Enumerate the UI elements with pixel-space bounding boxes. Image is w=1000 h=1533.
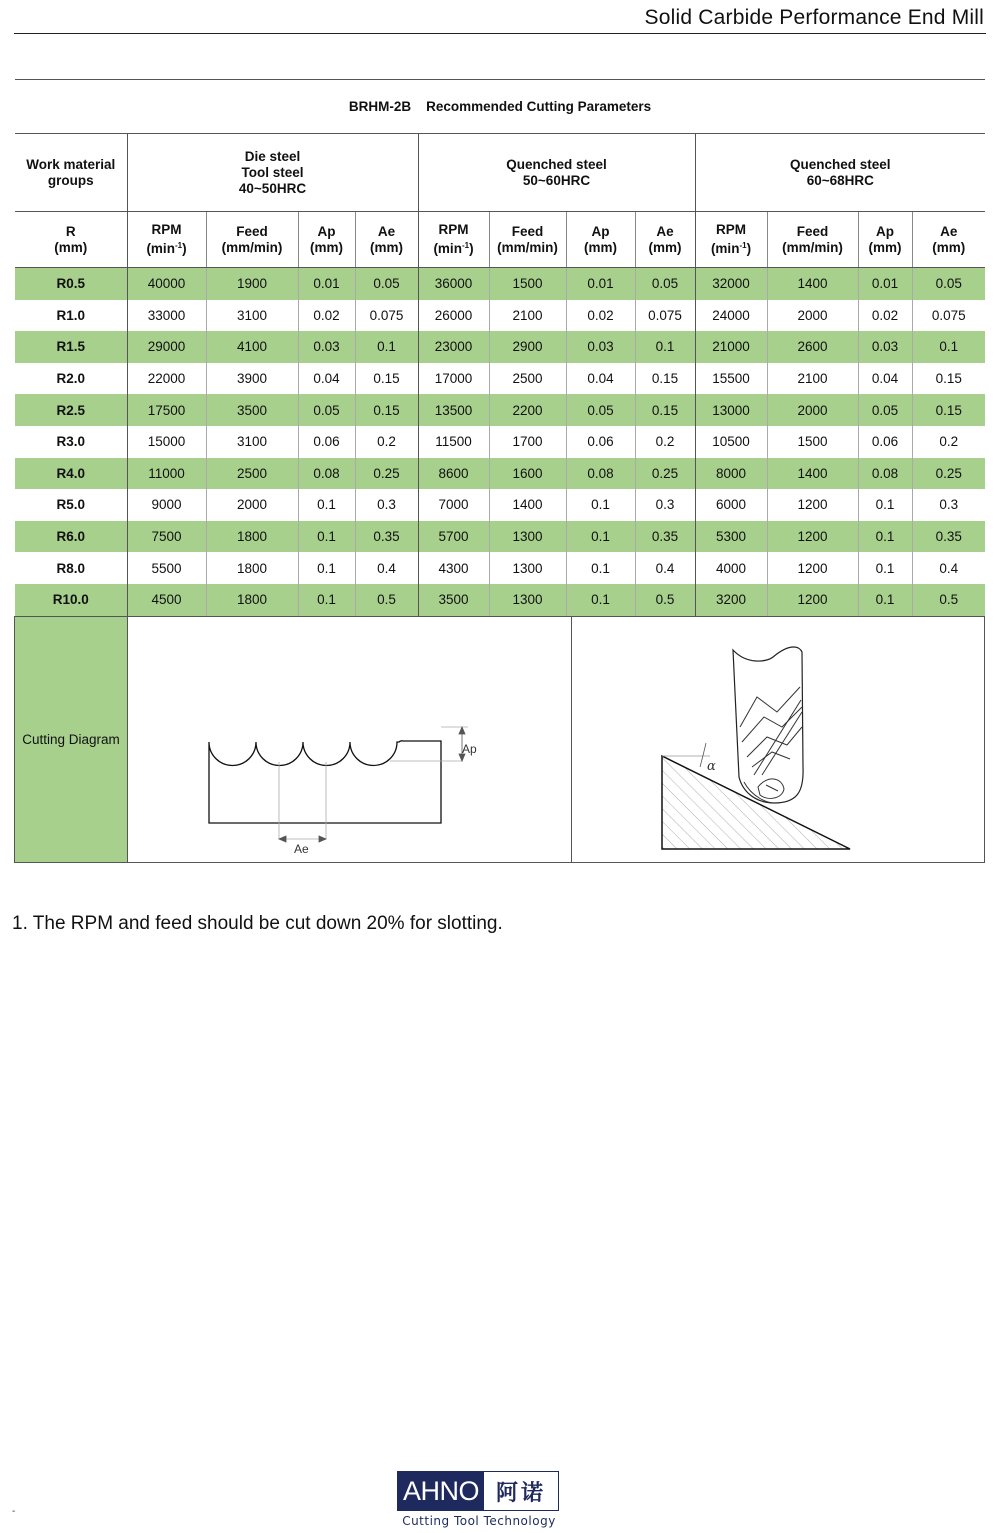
- table-cell: 2100: [489, 300, 566, 332]
- table-cell: 7000: [418, 489, 489, 521]
- table-cell: 0.2: [939, 434, 959, 450]
- table-cell: 0.15: [635, 363, 695, 395]
- table-cell: 1900: [206, 268, 298, 300]
- table-cell: 1200: [767, 584, 858, 616]
- table-cell: 0.1: [298, 584, 355, 616]
- table-cell: 0.1: [298, 552, 355, 584]
- column-header-ae-group-3: Ae (mm): [912, 212, 985, 268]
- table-cell: 0.15: [355, 394, 418, 426]
- document-title: Solid Carbide Performance End Mill: [644, 6, 984, 29]
- table-cell: 0.2: [635, 426, 695, 458]
- table-cell: 0.03: [298, 331, 355, 363]
- table-cell: 8000: [695, 458, 767, 490]
- document-header: [14, 0, 986, 34]
- group-header-die-steel: Die steel Tool steel 40~50HRC: [127, 134, 418, 212]
- table-cell: 29000: [127, 331, 206, 363]
- table-cell: 0.04: [566, 363, 635, 395]
- table-cell: 0.5: [912, 584, 985, 616]
- column-header-rpm-group-1: RPM $(\min^{-1})$: [127, 212, 206, 268]
- table-cell: 0.1: [858, 552, 912, 584]
- table-cell: 1400: [489, 489, 566, 521]
- table-cell: 0.06: [858, 426, 912, 458]
- parameters-table-container: [15, 79, 985, 616]
- table-cell: 3500: [418, 584, 489, 616]
- table-cell: 0.15: [355, 363, 418, 395]
- table-cell: 0.08: [566, 458, 635, 490]
- row-radius-label: R2.5: [15, 394, 127, 426]
- table-cell: 0.1: [298, 521, 355, 553]
- table-row: [15, 331, 985, 363]
- column-header-row: [15, 212, 985, 268]
- table-cell: 0.05: [635, 268, 695, 300]
- table-cell: 1500: [489, 268, 566, 300]
- table-row: [15, 458, 985, 490]
- table-cell: 0.4: [635, 552, 695, 584]
- end-mill-slope-drawing: [572, 617, 986, 862]
- column-header-feed-group-2: Feed (mm/min): [489, 212, 566, 268]
- table-cell: 0.1: [566, 584, 635, 616]
- table-body: [15, 268, 985, 616]
- table-row: [15, 268, 985, 300]
- table-cell: 0.05: [355, 268, 418, 300]
- table-cell: 13500: [418, 394, 489, 426]
- table-cell: 0.01: [858, 268, 912, 300]
- table-row: [15, 489, 985, 521]
- row-radius-label: R4.0: [15, 458, 127, 490]
- table-row: [15, 552, 985, 584]
- logo-english: AHNO: [398, 1472, 484, 1510]
- table-cell: 2500: [206, 458, 298, 490]
- table-cell: 0.1: [912, 331, 985, 363]
- table-cell: 0.5: [635, 584, 695, 616]
- table-cell: 0.25: [355, 458, 418, 490]
- table-cell: 36000: [418, 268, 489, 300]
- table-cell: 4100: [206, 331, 298, 363]
- row-radius-label: R3.0: [15, 426, 127, 458]
- table-cell: 0.3: [355, 489, 418, 521]
- table-cell: 0.06: [566, 426, 635, 458]
- row-radius-label: R10.0: [15, 584, 127, 616]
- table-cell: 0.05: [858, 394, 912, 426]
- table-cell: 0.075: [355, 300, 418, 332]
- table-row: [15, 584, 985, 616]
- table-cell: 1200: [767, 521, 858, 553]
- table-cell: 0.1: [298, 489, 355, 521]
- table-cell: 0.05: [566, 394, 635, 426]
- table-cell: 2200: [489, 394, 566, 426]
- cutting-parameters-table: [15, 79, 985, 616]
- table-cell: 0.075: [931, 307, 966, 323]
- table-cell: 0.02: [566, 300, 635, 332]
- table-cell: 0.15: [912, 394, 985, 426]
- table-cell: 3900: [206, 363, 298, 395]
- table-cell: 0.1: [858, 521, 912, 553]
- table-cell: 2600: [767, 331, 858, 363]
- table-cell: 4500: [127, 584, 206, 616]
- row-radius-label: R8.0: [15, 552, 127, 584]
- table-cell: 1300: [489, 521, 566, 553]
- table-cell: 4300: [418, 552, 489, 584]
- table-cell: 0.01: [298, 268, 355, 300]
- table-cell: 24000: [695, 300, 767, 332]
- table-cell: 0.1: [858, 489, 912, 521]
- table-cell: 1800: [206, 584, 298, 616]
- row-radius-label: R1.5: [15, 331, 127, 363]
- table-row: [15, 300, 985, 332]
- ball-nose-profile-drawing: [128, 617, 571, 862]
- table-cell: 1300: [489, 584, 566, 616]
- table-cell: 0.1: [566, 489, 635, 521]
- table-cell: 0.1: [566, 521, 635, 553]
- profile-diagram: [128, 617, 572, 862]
- table-cell: 23000: [418, 331, 489, 363]
- table-cell: 1500: [767, 426, 858, 458]
- table-cell: 7500: [127, 521, 206, 553]
- column-header-ae-group-1: Ae (mm): [355, 212, 418, 268]
- table-cell: 5300: [695, 521, 767, 553]
- cutting-diagram-label: Cutting Diagram: [15, 617, 128, 862]
- table-cell: 1200: [767, 552, 858, 584]
- table-cell: 26000: [418, 300, 489, 332]
- table-cell: 0.04: [298, 363, 355, 395]
- table-cell: 0.03: [566, 331, 635, 363]
- table-cell: 0.01: [566, 268, 635, 300]
- row-radius-label: R0.5: [15, 268, 127, 300]
- table-cell: 2000: [767, 300, 858, 332]
- table-cell: 33000: [127, 300, 206, 332]
- table-cell: 0.3: [939, 497, 959, 513]
- table-row: [15, 394, 985, 426]
- ap-label: Ap: [462, 742, 477, 756]
- inclined-cut-diagram: [572, 617, 984, 862]
- table-cell: 11000: [127, 458, 206, 490]
- table-cell: 0.08: [858, 458, 912, 490]
- table-cell: 0.05: [298, 394, 355, 426]
- table-cell: 15500: [695, 363, 767, 395]
- table-cell: 8600: [418, 458, 489, 490]
- table-cell: 0.1: [858, 584, 912, 616]
- column-header-ap-group-2: Ap (mm): [566, 212, 635, 268]
- table-cell: 2900: [489, 331, 566, 363]
- table-cell: 21000: [695, 331, 767, 363]
- table-cell: 0.06: [298, 426, 355, 458]
- column-header-ap-group-3: Ap (mm): [858, 212, 912, 268]
- table-cell: 0.1: [635, 331, 695, 363]
- table-cell: 22000: [127, 363, 206, 395]
- table-cell: 0.35: [355, 521, 418, 553]
- table-cell: 0.02: [298, 300, 355, 332]
- table-row: [15, 363, 985, 395]
- table-row: [15, 426, 985, 458]
- column-header-ae-group-2: Ae (mm): [635, 212, 695, 268]
- table-cell: 13000: [695, 394, 767, 426]
- table-cell: 40000: [127, 268, 206, 300]
- logo-chinese: 阿诺: [495, 1479, 546, 1505]
- table-cell: 3100: [206, 300, 298, 332]
- table-cell: 0.075: [635, 300, 695, 332]
- table-cell: 11500: [418, 426, 489, 458]
- footer-mark: -: [12, 1506, 16, 1517]
- column-header-rpm-group-2: RPM $(\min^{-1})$: [418, 212, 489, 268]
- table-cell: 0.4: [939, 560, 959, 576]
- table-cell: 17500: [127, 394, 206, 426]
- table-cell: 1600: [489, 458, 566, 490]
- column-header-rpm-group-3: RPM $(\min^{-1})$: [695, 212, 767, 268]
- table-cell: 0.25: [912, 458, 985, 490]
- table-cell: 1700: [489, 426, 566, 458]
- table-cell: 2500: [489, 363, 566, 395]
- table-cell: 15000: [127, 426, 206, 458]
- company-logo: [397, 1471, 561, 1531]
- table-cell: 0.4: [355, 552, 418, 584]
- table-cell: 2100: [767, 363, 858, 395]
- note-slotting: 1. The RPM and feed should be cut down 20% for slotting.: [12, 913, 503, 934]
- r-column-header: R (mm): [15, 212, 127, 268]
- table-cell: 3500: [206, 394, 298, 426]
- table-cell: 0.15: [635, 394, 695, 426]
- table-cell: 2000: [206, 489, 298, 521]
- table-cell: 2000: [767, 394, 858, 426]
- row-radius-label: R2.0: [15, 363, 127, 395]
- column-header-feed-group-1: Feed (mm/min): [206, 212, 298, 268]
- table-cell: 17000: [418, 363, 489, 395]
- table-cell: 0.04: [858, 363, 912, 395]
- table-cell: 1400: [767, 268, 858, 300]
- table-row: [15, 521, 985, 553]
- group-header-quenched-50-60: Quenched steel 50~60HRC: [418, 134, 695, 212]
- ae-label: Ae: [294, 842, 309, 856]
- table-cell: 0.35: [635, 521, 695, 553]
- table-cell: 0.15: [935, 371, 962, 387]
- column-header-ap-group-1: Ap (mm): [298, 212, 355, 268]
- table-cell: 3200: [695, 584, 767, 616]
- table-cell: 0.08: [298, 458, 355, 490]
- table-cell: 4000: [695, 552, 767, 584]
- table-cell: 0.2: [355, 426, 418, 458]
- table-cell: 0.03: [858, 331, 912, 363]
- column-header-feed-group-3: Feed (mm/min): [767, 212, 858, 268]
- table-cell: 32000: [695, 268, 767, 300]
- table-cell: 9000: [127, 489, 206, 521]
- table-cell: 1400: [767, 458, 858, 490]
- table-cell: 1200: [767, 489, 858, 521]
- alpha-label: α: [707, 759, 716, 774]
- table-cell: 3100: [206, 426, 298, 458]
- table-cell: 0.1: [355, 331, 418, 363]
- row-radius-label: R1.0: [15, 300, 127, 332]
- table-caption: BRHM-2B Recommended Cutting Parameters: [15, 80, 985, 134]
- row-radius-label: R6.0: [15, 521, 127, 553]
- table-cell: 0.1: [566, 552, 635, 584]
- cutting-diagram-row: [14, 616, 985, 863]
- row-radius-label: R5.0: [15, 489, 127, 521]
- work-material-header: Work material groups: [15, 134, 127, 212]
- group-header-quenched-60-68: Quenched steel 60~68HRC: [695, 134, 985, 212]
- table-cell: 6000: [695, 489, 767, 521]
- logo-tagline: Cutting Tool Technology: [402, 1514, 556, 1528]
- table-cell: 10500: [695, 426, 767, 458]
- table-cell: 0.02: [858, 300, 912, 332]
- table-cell: 0.35: [912, 521, 985, 553]
- table-cell: 0.25: [635, 458, 695, 490]
- table-cell: 0.5: [355, 584, 418, 616]
- table-cell: 0.3: [635, 489, 695, 521]
- table-cell: 1300: [489, 552, 566, 584]
- table-cell: 5500: [127, 552, 206, 584]
- table-cell: 5700: [418, 521, 489, 553]
- table-cell: 0.05: [912, 268, 985, 300]
- table-cell: 1800: [206, 552, 298, 584]
- table-cell: 1800: [206, 521, 298, 553]
